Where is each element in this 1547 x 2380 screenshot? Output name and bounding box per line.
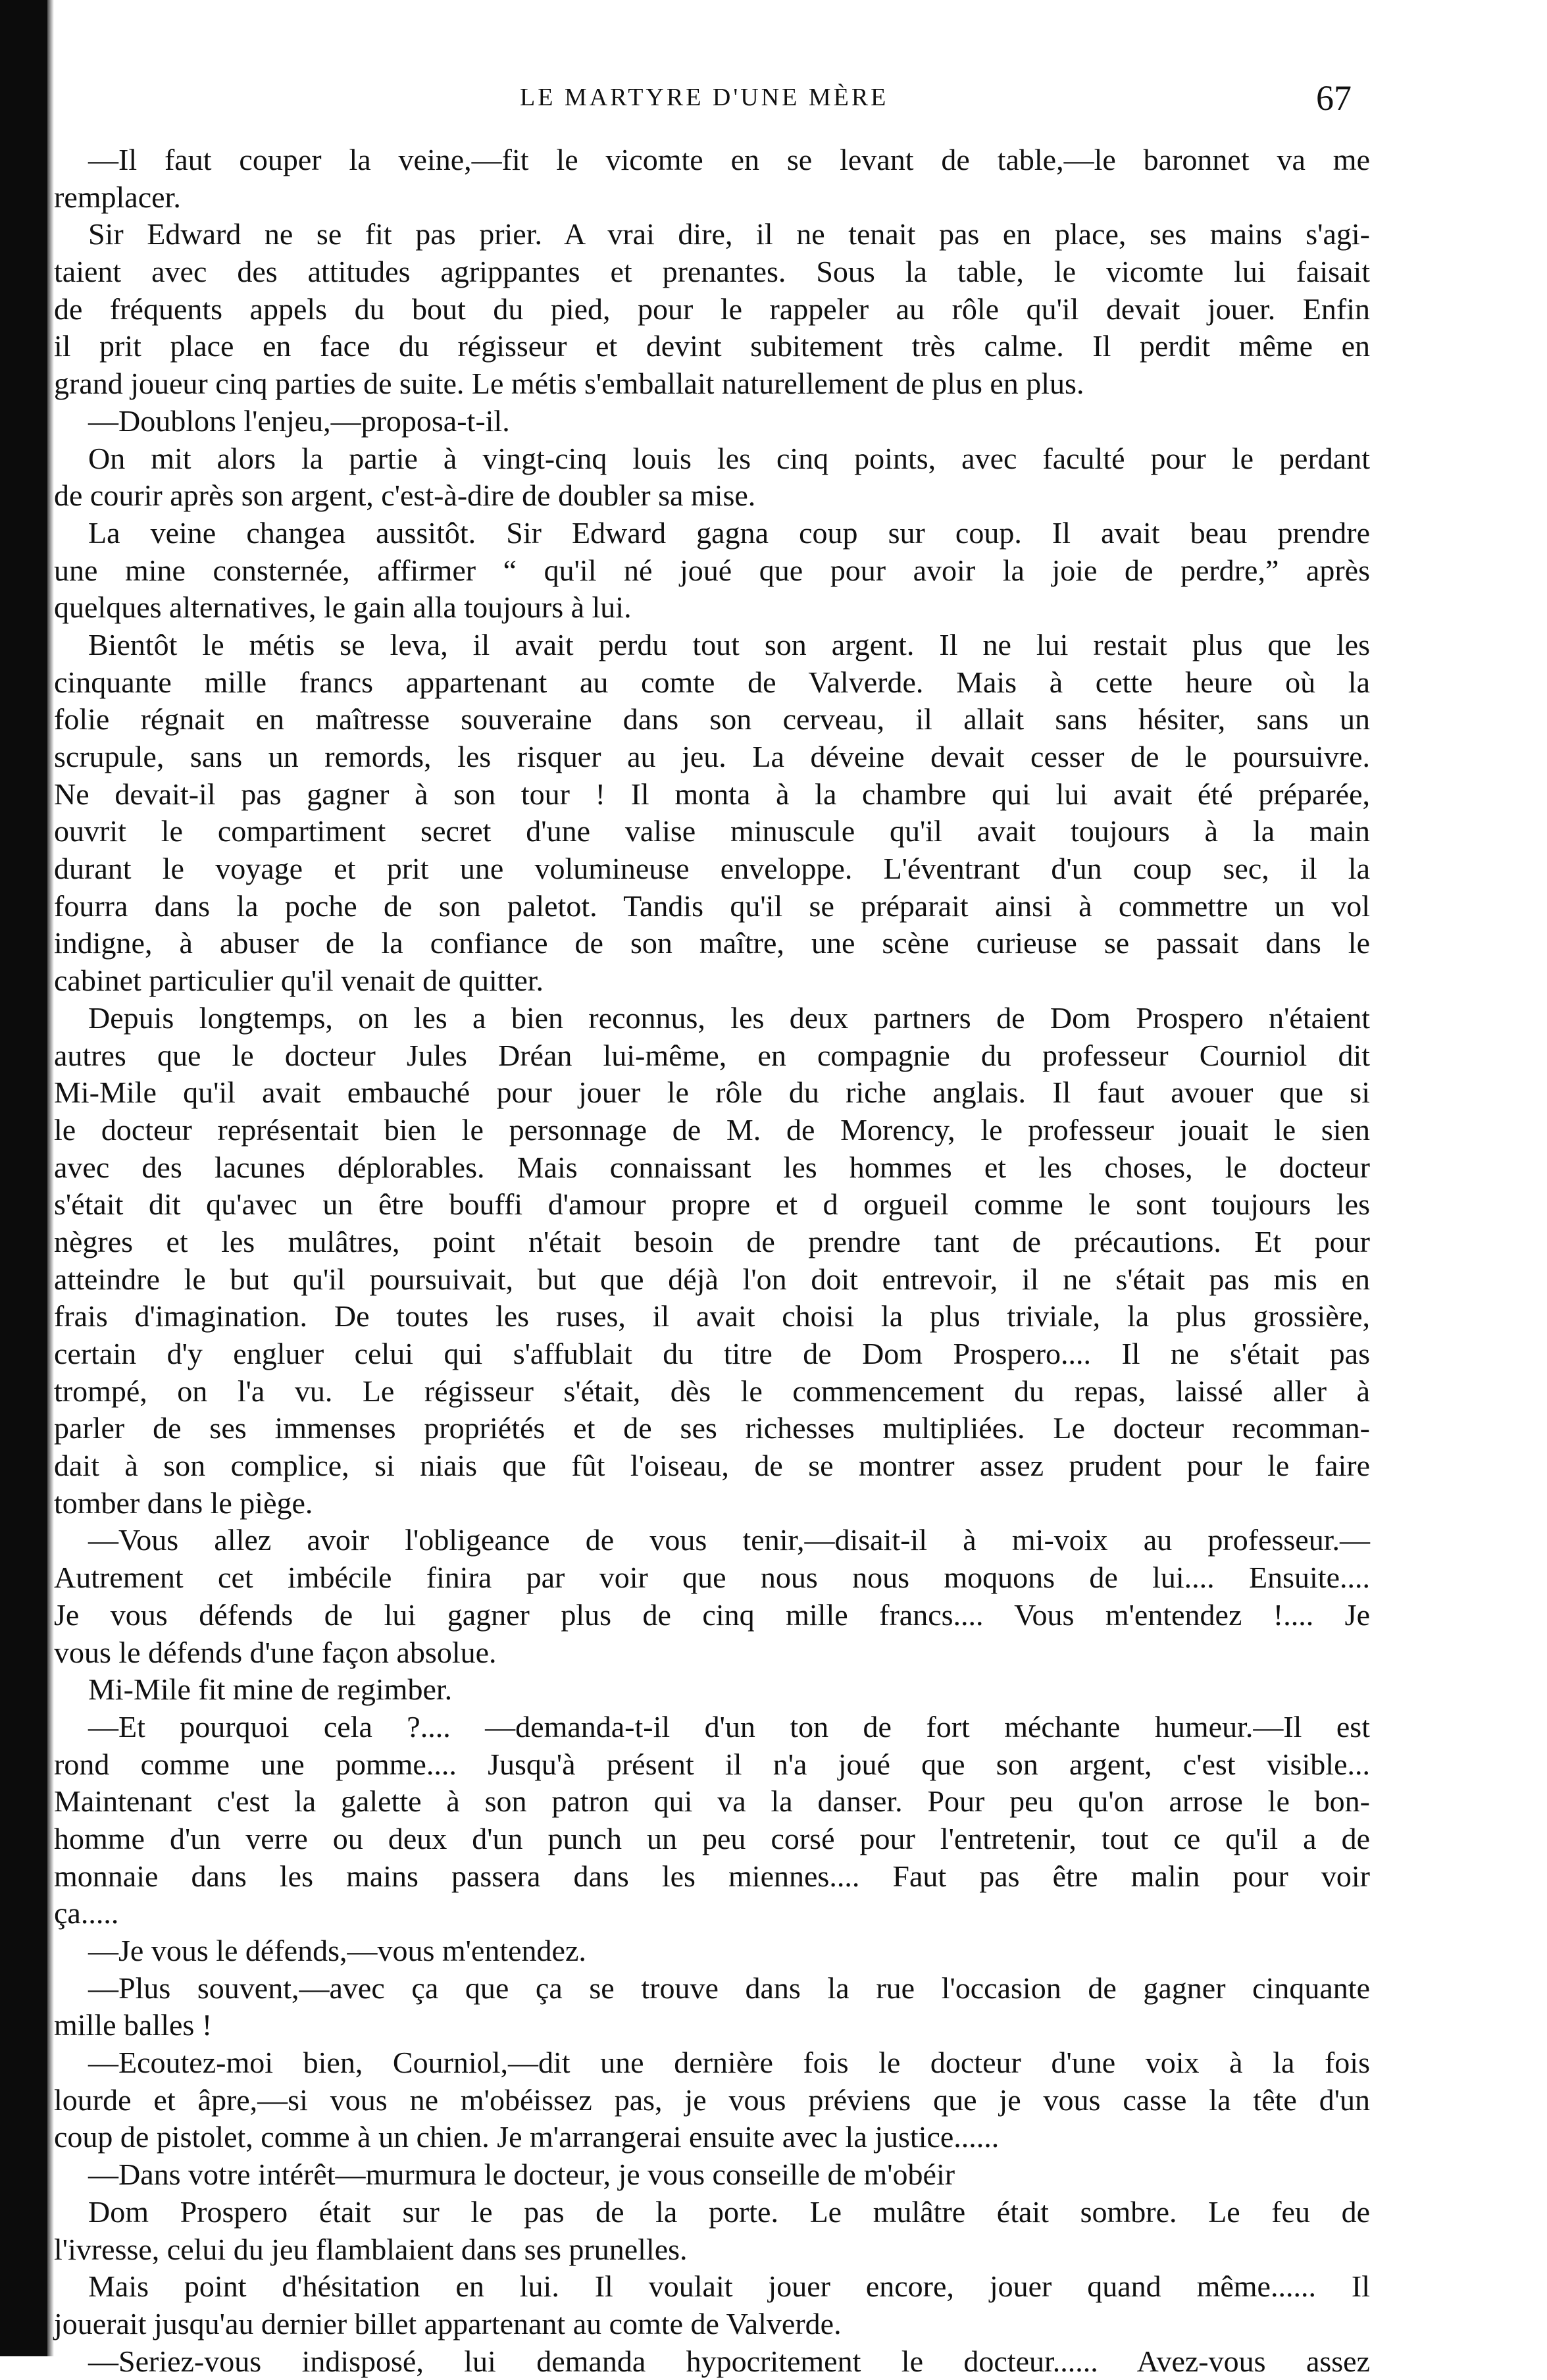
text-line: nègres et les mulâtres, point n'était besoin de prendre tant de précautions. Et pour — [54, 1224, 1370, 1258]
text-line: de fréquents appels du bout du pied, pour le rappeler au rôle qu'il devait jouer. Enfin — [54, 292, 1370, 326]
book-spine-shadow — [0, 0, 47, 2356]
text-line: Mi-Mile fit mine de regimber. — [88, 1672, 453, 1707]
text-line: Maintenant c'est la galette à son patron qui va la danser. Pour peu qu'on arrose le bon- — [54, 1784, 1370, 1819]
text-line: Ne devait-il pas gagner à son tour ! Il monta à la chambre qui lui avait été préparée, — [54, 777, 1370, 811]
text-line: trompé, on l'a vu. Le régisseur s'était, dès le commencement du repas, laissé aller à — [54, 1374, 1370, 1408]
text-line: monnaie dans les mains passera dans les miennes.... Faut pas être malin pour voir — [54, 1859, 1370, 1893]
text-line: homme d'un verre ou deux d'un punch un peu corsé pour l'entretenir, tout ce qu'il a de — [54, 1821, 1370, 1855]
text-line: scrupule, sans un remords, les risquer au jeu. La déveine devait cesser de le poursuivre. — [54, 740, 1370, 773]
text-line: avec des lacunes déplorables. Mais connaissant les hommes et les choses, le docteur — [54, 1150, 1370, 1184]
text-line: cinquante mille francs appartenant au comte de Valverde. Mais à cette heure où la — [54, 665, 1370, 699]
text-line: —Doublons l'enjeu,—proposa-t-il. — [88, 403, 510, 438]
text-line: La veine changea aussitôt. Sir Edward gagna coup sur coup. Il avait beau prendre — [88, 515, 1370, 550]
text-line: jouerait jusqu'au dernier billet appartenant au comte de Valverde. — [54, 2306, 842, 2341]
text-line: de courir après son argent, c'est-à-dire de doubler sa mise. — [54, 479, 756, 513]
text-line: certain d'y engluer celui qui s'affublait du titre de Dom Prospero.... Il ne s'était pas — [54, 1337, 1370, 1370]
text-line: fourra dans la poche de son paletot. Tandis qu'il se préparait ainsi à commettre un vol — [54, 889, 1370, 923]
text-line: tomber dans le piège. — [54, 1486, 313, 1520]
page-gutter-edge — [47, 0, 54, 2356]
text-line: —Ecoutez-moi bien, Courniol,—dit une dernière fois le docteur d'une voix à la fois — [88, 2046, 1370, 2080]
text-line: Dom Prospero était sur le pas de la porte. Le mulâtre était sombre. Le feu de — [88, 2194, 1370, 2229]
text-line: —Et pourquoi cela ?.... —demanda-t-il d'un ton de fort méchante humeur.—Il est — [88, 1709, 1370, 1744]
text-line: Sir Edward ne se fit pas prier. A vrai dire, il ne tenait pas en place, ses mains s'agi- — [88, 217, 1370, 251]
text-line: quelques alternatives, le gain alla toujours à lui. — [54, 590, 632, 625]
text-line: ça..... — [54, 1896, 119, 1930]
text-line: Mi-Mile qu'il avait embauché pour jouer le rôle du riche anglais. Il faut avouer que si — [54, 1075, 1370, 1110]
page-number: 67 — [1316, 78, 1352, 118]
text-line: remplacer. — [54, 180, 181, 214]
text-line: s'était dit qu'avec un être bouffi d'amour propre et d orgueil comme le sont toujours les — [54, 1187, 1370, 1222]
text-line: —Je vous le défends,—vous m'entendez. — [88, 1934, 586, 1967]
text-line: frais d'imagination. De toutes les ruses, il avait choisi la plus triviale, la plus grossière, — [54, 1299, 1370, 1333]
text-line: Autrement cet imbécile finira par voir que nous nous moquons de lui.... Ensuite.... — [54, 1561, 1370, 1595]
text-line: —Plus souvent,—avec ça que ça se trouve dans la rue l'occasion de gagner cinquante — [88, 1971, 1370, 2005]
text-line: l'ivresse, celui du jeu flamblaient dans ses prunelles. — [54, 2232, 688, 2266]
running-title: LE MARTYRE D'UNE MÈRE — [520, 84, 889, 111]
text-line: Je vous défends de lui gagner plus de cinq mille francs.... Vous m'entendez !.... Je — [54, 1597, 1370, 1632]
text-line: dait à son complice, si niais que fût l'oiseau, de se montrer assez prudent pour le faire — [54, 1449, 1370, 1483]
text-line: —Seriez-vous indisposé, lui demanda hypocritement le docteur...... Avez-vous assez — [88, 2344, 1370, 2378]
text-line: une mine consternée, affirmer “ qu'il né joué que pour avoir la joie de perdre,” après — [54, 553, 1370, 587]
text-line: durant le voyage et prit une volumineuse enveloppe. L'éventrant d'un coup sec, il la — [54, 852, 1370, 886]
text-line: autres que le docteur Jules Dréan lui-même, en compagnie du professeur Courniol dit — [54, 1038, 1370, 1072]
text-line: taient avec des attitudes agrippantes et prenantes. Sous la table, le vicomte lui faisait — [54, 255, 1370, 289]
text-line: —Dans votre intérêt—murmura le docteur, je vous conseille de m'obéir — [88, 2158, 955, 2192]
text-line: grand joueur cinq parties de suite. Le métis s'emballait naturellement de plus en plus. — [54, 367, 1084, 401]
text-line: —Il faut couper la veine,—fit le vicomte en se levant de table,—le baronnet va me — [88, 143, 1370, 176]
text-line: il prit place en face du régisseur et devint subitement très calme. Il perdit même en — [54, 329, 1370, 363]
text-line: Depuis longtemps, on les a bien reconnus, les deux partners de Dom Prospero n'étaient — [88, 1000, 1370, 1035]
text-line: indigne, à abuser de la confiance de son maître, une scène curieuse se passait dans le — [54, 926, 1370, 960]
text-line: On mit alors la partie à vingt-cinq louis les cinq points, avec faculté pour le perdant — [88, 441, 1370, 475]
text-line: —Vous allez avoir l'obligeance de vous tenir,—disait-il à mi-voix au professeur.— — [88, 1523, 1370, 1557]
text-line: folie régnait en maîtresse souveraine dans son cerveau, il allait sans hésiter, sans un — [54, 702, 1370, 737]
text-line: coup de pistolet, comme à un chien. Je m'arrangerai ensuite avec la justice...... — [54, 2120, 1000, 2154]
text-line: le docteur représentait bien le personnage de M. de Morency, le professeur jouait le sien — [54, 1112, 1370, 1147]
text-line: atteindre le but qu'il poursuivait, but que déjà l'on doit entrevoir, il ne s'était pas mis en — [54, 1262, 1370, 1296]
body-text — [54, 142, 1370, 2380]
text-line: lourde et âpre,—si vous ne m'obéissez pas, je vous préviens que je vous casse la tête d'un — [54, 2082, 1370, 2117]
text-line: rond comme une pomme.... Jusqu'à présent il n'a joué que son argent, c'est visible... — [54, 1747, 1370, 1781]
text-line: cabinet particulier qu'il venait de quitter. — [54, 964, 544, 998]
text-line: ouvrit le compartiment secret d'une valise minuscule qu'il avait toujours à la main — [54, 814, 1370, 848]
text-line: Bientôt le métis se leva, il avait perdu tout son argent. Il ne lui restait plus que les — [88, 627, 1370, 661]
text-line: mille balles ! — [54, 2008, 213, 2042]
page-header — [0, 78, 1547, 124]
text-line: vous le défends d'une façon absolue. — [54, 1635, 497, 1669]
text-line: Mais point d'hésitation en lui. Il voulait jouer encore, jouer quand même...... Il — [88, 2269, 1370, 2304]
text-line: parler de ses immenses propriétés et de ses richesses multipliées. Le docteur recomman- — [54, 1411, 1370, 1445]
